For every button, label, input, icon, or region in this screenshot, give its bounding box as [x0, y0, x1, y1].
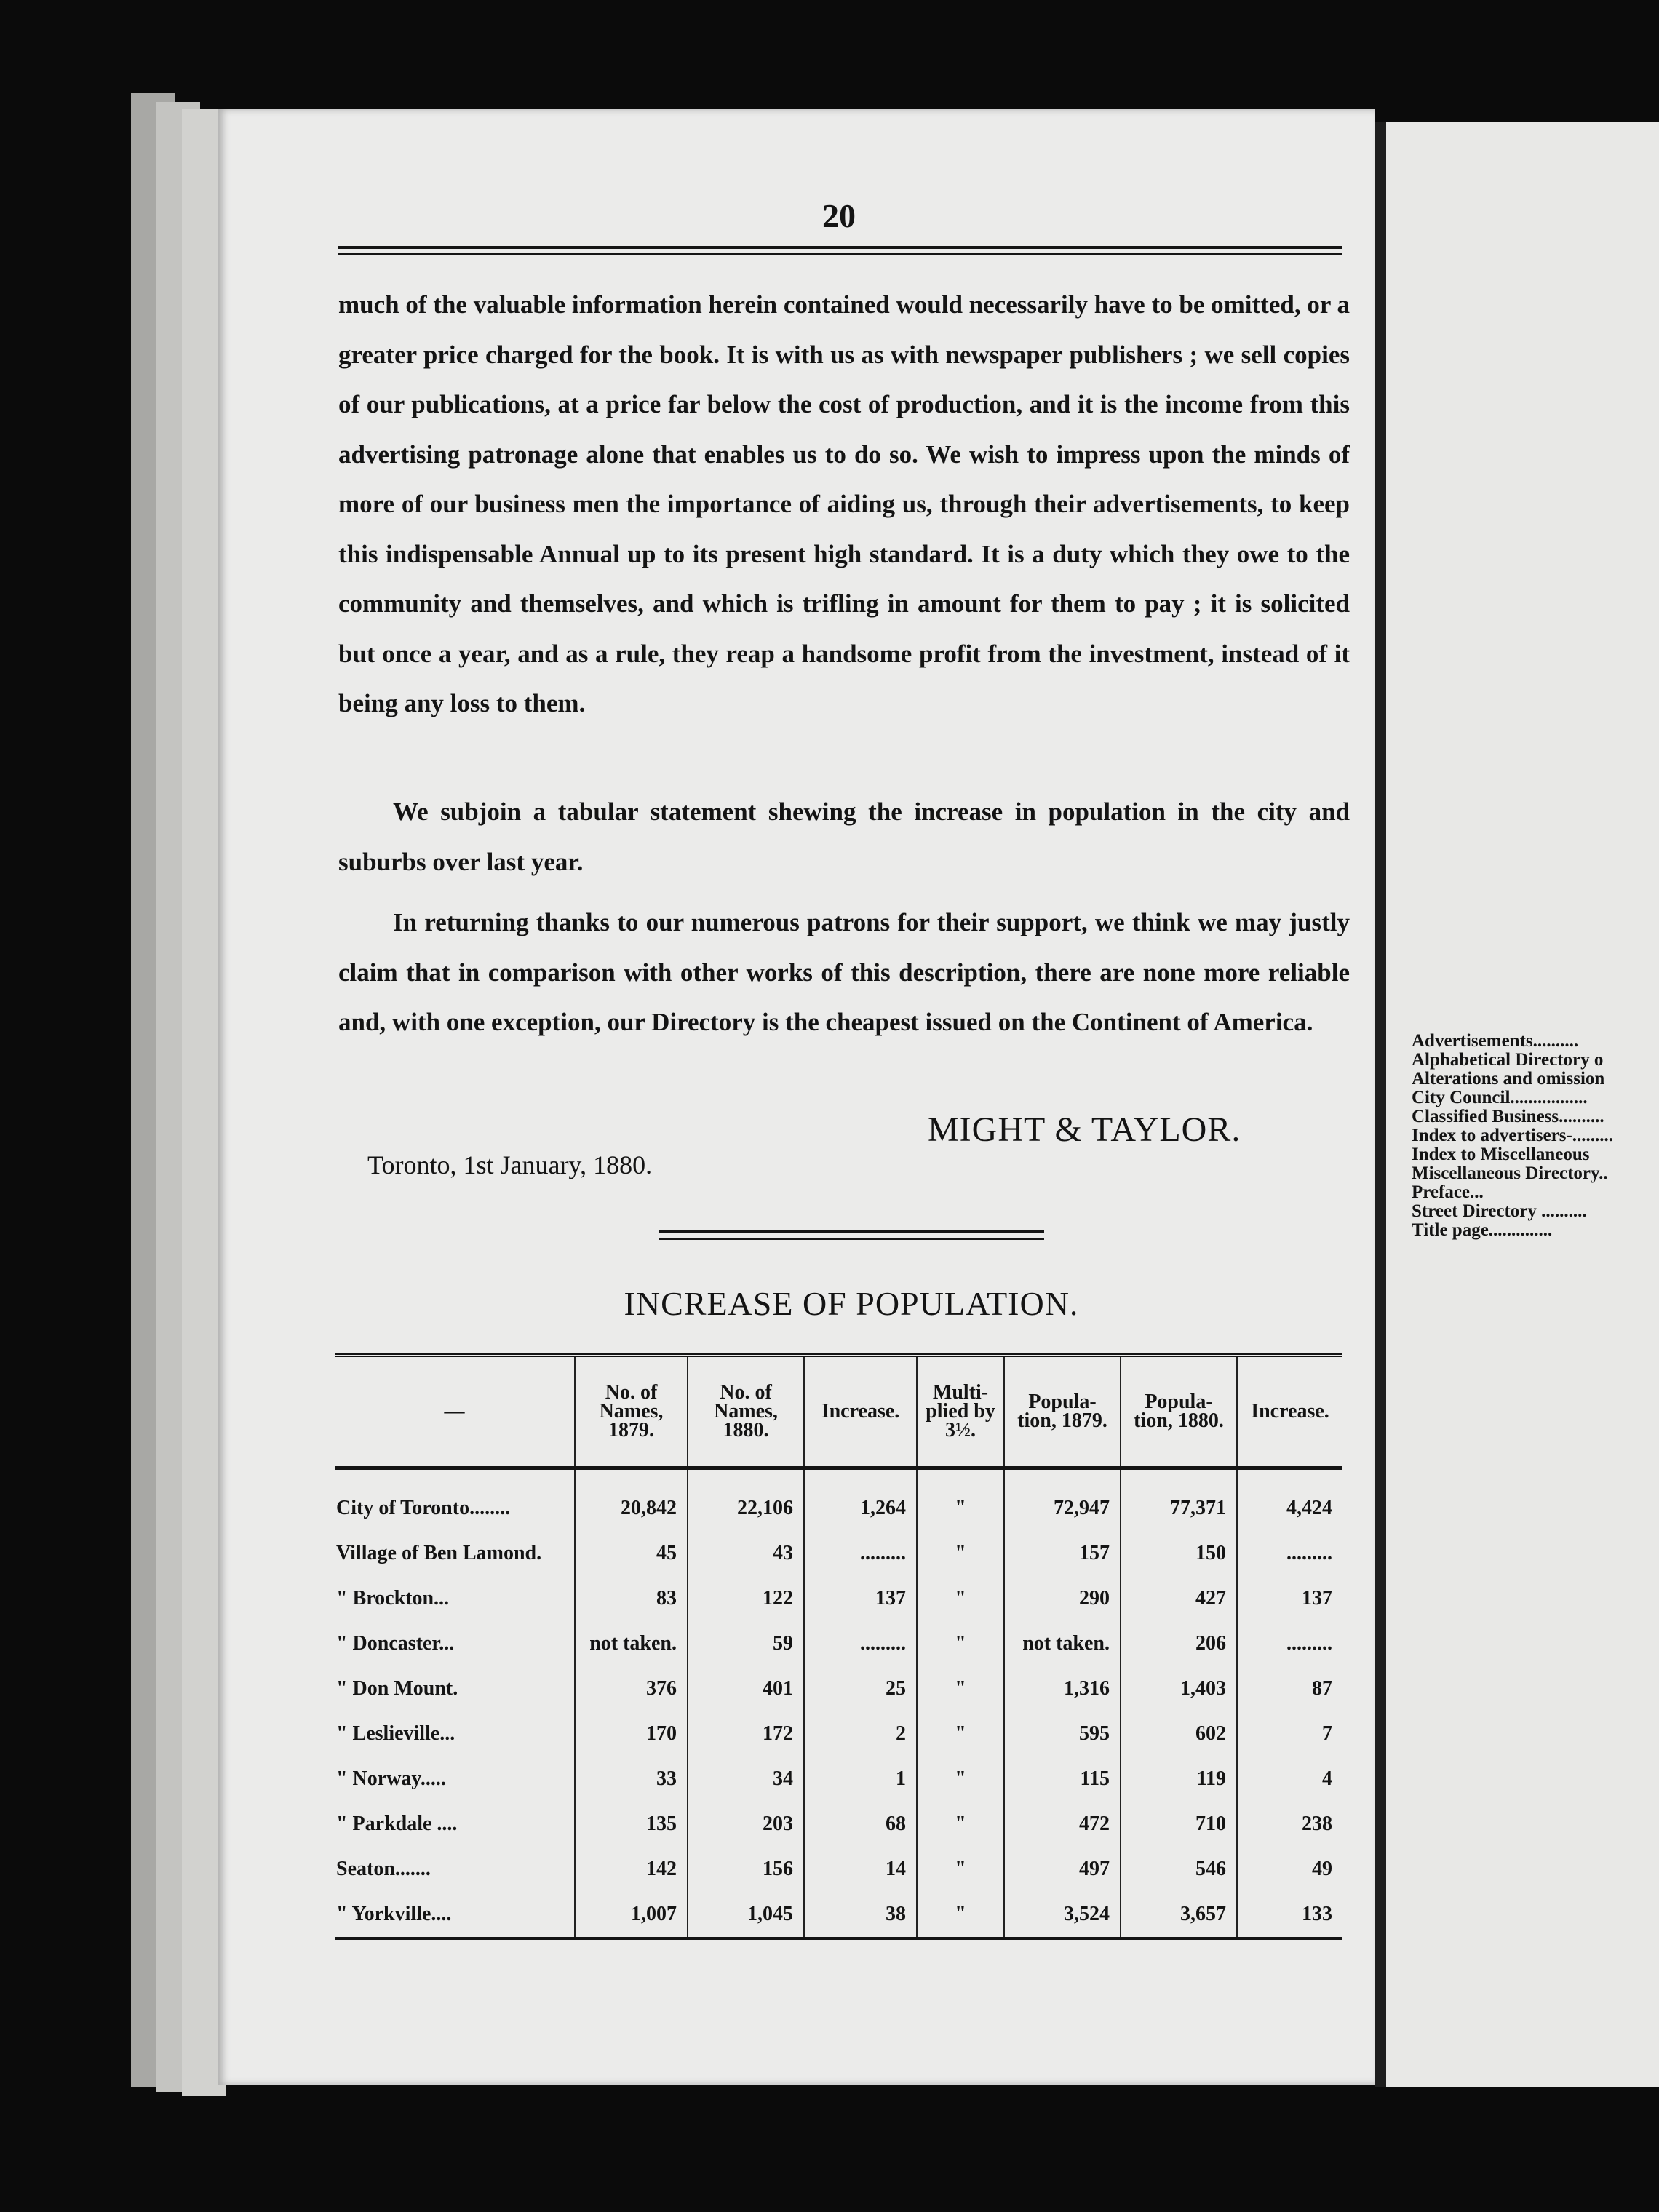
- table-cell: 49: [1237, 1847, 1342, 1892]
- table-cell: ": [917, 1576, 1004, 1621]
- table-cell: 1,316: [1004, 1666, 1121, 1711]
- table-cell: 290: [1004, 1576, 1121, 1621]
- col-header-place: —: [335, 1356, 575, 1468]
- table-cell: 238: [1237, 1802, 1342, 1847]
- table-row: [335, 1892, 1342, 1938]
- table-cell: 206: [1121, 1621, 1237, 1666]
- table-cell: .........: [1237, 1621, 1342, 1666]
- table-row: [335, 1847, 1342, 1892]
- table-header-row: [335, 1356, 1342, 1468]
- table-cell: 472: [1004, 1802, 1121, 1847]
- table-cell: 77,371: [1121, 1468, 1237, 1532]
- table-cell: 427: [1121, 1576, 1237, 1621]
- table-cell: 497: [1004, 1847, 1121, 1892]
- col-header-multiplied: Multi- plied by 3½.: [917, 1356, 1004, 1468]
- table-row: [335, 1468, 1342, 1532]
- table-cell: 156: [688, 1847, 804, 1892]
- table-cell: 1: [804, 1757, 917, 1802]
- table-cell: 22,106: [688, 1468, 804, 1532]
- col-header-names-1879: No. of Names, 1879.: [575, 1356, 688, 1468]
- header-rule-thin: [338, 253, 1342, 255]
- table-row: [335, 1576, 1342, 1621]
- population-table: [335, 1353, 1342, 1940]
- table-row: [335, 1802, 1342, 1847]
- page-number: 20: [822, 197, 856, 234]
- table-cell: 135: [575, 1802, 688, 1847]
- table-cell: ": [917, 1711, 1004, 1757]
- index-entry: Street Directory ..........: [1412, 1201, 1587, 1221]
- table-cell: 45: [575, 1531, 688, 1576]
- index-entry: Preface...: [1412, 1182, 1484, 1202]
- col-header-population-1879: Popula- tion, 1879.: [1004, 1356, 1121, 1468]
- table-cell: 401: [688, 1666, 804, 1711]
- table-row: [335, 1711, 1342, 1757]
- table-cell: 68: [804, 1802, 917, 1847]
- table-cell: 7: [1237, 1711, 1342, 1757]
- table-cell: ": [917, 1757, 1004, 1802]
- table-cell: 3,657: [1121, 1892, 1237, 1938]
- table-cell: 376: [575, 1666, 688, 1711]
- table-cell: 142: [575, 1847, 688, 1892]
- table-cell: ": [917, 1531, 1004, 1576]
- place-name-cell: " Norway.....: [336, 1767, 446, 1790]
- table-cell: 119: [1121, 1757, 1237, 1802]
- table-cell: 133: [1237, 1892, 1342, 1938]
- table-cell: 25: [804, 1666, 917, 1711]
- signature: MIGHT & TAYLOR.: [928, 1110, 1241, 1149]
- place-name-cell: City of Toronto........: [336, 1497, 511, 1519]
- place-name-cell: " Yorkville....: [335, 1892, 575, 1938]
- col-header-pop-increase: Increase.: [1237, 1356, 1342, 1468]
- separator-rule-thin: [659, 1238, 1044, 1240]
- table-cell: .........: [1237, 1531, 1342, 1576]
- table-cell: 43: [688, 1531, 804, 1576]
- table-cell: 72,947: [1004, 1468, 1121, 1532]
- dateline: Toronto, 1st January, 1880.: [367, 1150, 653, 1179]
- table-row: [335, 1531, 1342, 1576]
- table-cell: 137: [804, 1576, 917, 1621]
- index-entry: City Council.................: [1412, 1088, 1588, 1107]
- table-cell: 115: [1004, 1757, 1121, 1802]
- table-cell: .........: [804, 1531, 917, 1576]
- table-row: [335, 1666, 1342, 1711]
- paragraph-2: We subjoin a tabular statement shewing the increase in population in the city and suburbs over last year.: [338, 797, 1350, 876]
- table-cell: not taken.: [1004, 1621, 1121, 1666]
- table-cell: 2: [804, 1711, 917, 1757]
- table-cell: 34: [688, 1757, 804, 1802]
- col-header-names-1880: No. of Names, 1880.: [688, 1356, 804, 1468]
- index-entry: Title page..............: [1412, 1220, 1553, 1240]
- place-name-cell: " Don Mount.: [336, 1677, 458, 1700]
- paragraph-1: much of the valuable information herein contained would necessarily have to be omitted, or a greater price charged for the book. It is with us as with newspaper publishers ; we sell copies of our publications, at a price far below the cost of production, and it is the income from this advertising patronage alone that enables us to do so. We wish to impress upon the minds of more of our business men the importance of aiding us, through their advertisements, to keep this indispensable Annual up to its present high standard. It is a duty which they owe to the community and themselves, and which is trifling in amount for them to pay ; it is solicited but once a year, and as a rule, they reap a handsome profit from the investment, instead of it being any loss to them.: [338, 290, 1350, 717]
- facing-page-index: [1412, 1032, 1613, 1240]
- index-entry: Miscellaneous Directory..: [1412, 1163, 1608, 1183]
- table-cell: 157: [1004, 1531, 1121, 1576]
- table-cell: ": [917, 1802, 1004, 1847]
- separator-rule: [659, 1230, 1044, 1233]
- table-cell: ": [917, 1468, 1004, 1532]
- index-entry: Classified Business..........: [1412, 1107, 1604, 1126]
- place-name-cell: Village of Ben Lamond.: [336, 1542, 542, 1564]
- table-cell: ": [917, 1892, 1004, 1938]
- col-header-increase: Increase.: [804, 1356, 917, 1468]
- place-name-cell: Seaton.......: [336, 1858, 431, 1880]
- table-title: INCREASE OF POPULATION.: [624, 1285, 1079, 1322]
- table-cell: 38: [804, 1892, 917, 1938]
- table-cell: 4: [1237, 1757, 1342, 1802]
- header-rule: [338, 246, 1342, 249]
- table-cell: 595: [1004, 1711, 1121, 1757]
- table-cell: 1,045: [688, 1892, 804, 1938]
- place-name-cell: " Brockton...: [336, 1587, 450, 1610]
- index-entry: Advertisements..........: [1412, 1031, 1579, 1051]
- table-cell: 137: [1237, 1576, 1342, 1621]
- table-cell: 122: [688, 1576, 804, 1621]
- table-cell: 87: [1237, 1666, 1342, 1711]
- place-name-cell: " Doncaster...: [336, 1632, 455, 1655]
- index-entry: Alphabetical Directory o: [1412, 1050, 1604, 1070]
- table-cell: 14: [804, 1847, 917, 1892]
- table-cell: 33: [575, 1757, 688, 1802]
- table-cell: 1,264: [804, 1468, 917, 1532]
- table-cell: 172: [688, 1711, 804, 1757]
- paragraph-3: In returning thanks to our numerous patrons for their support, we think we may justly claim that in comparison with other works of this description, there are none more reliable and, with one exception, our Directory is the cheapest issued on the Continent of America.: [338, 908, 1350, 1036]
- place-name-cell: " Parkdale ....: [336, 1813, 458, 1835]
- table-cell: 1,007: [575, 1892, 688, 1938]
- table-cell: 3,524: [1004, 1892, 1121, 1938]
- table-cell: .........: [804, 1621, 917, 1666]
- table-cell: ": [917, 1666, 1004, 1711]
- table-cell: 83: [575, 1576, 688, 1621]
- index-entry: Alterations and omission: [1412, 1069, 1605, 1089]
- table-cell: not taken.: [575, 1621, 688, 1666]
- table-row: [335, 1621, 1342, 1666]
- col-header-population-1880: Popula- tion, 1880.: [1121, 1356, 1237, 1468]
- table-cell: 1,403: [1121, 1666, 1237, 1711]
- table-cell: 150: [1121, 1531, 1237, 1576]
- table-cell: 4,424: [1237, 1468, 1342, 1532]
- index-entry: Index to advertisers-.........: [1412, 1126, 1614, 1145]
- table-cell: 203: [688, 1802, 804, 1847]
- table-cell: 602: [1121, 1711, 1237, 1757]
- table-cell: ": [917, 1621, 1004, 1666]
- place-name-cell: " Leslieville...: [336, 1722, 455, 1745]
- table-cell: 59: [688, 1621, 804, 1666]
- index-entry: Index to Miscellaneous: [1412, 1145, 1590, 1164]
- table-cell: 20,842: [575, 1468, 688, 1532]
- table-row: [335, 1757, 1342, 1802]
- table-cell: 710: [1121, 1802, 1237, 1847]
- table-cell: ": [917, 1847, 1004, 1892]
- table-cell: 170: [575, 1711, 688, 1757]
- table-cell: 546: [1121, 1847, 1237, 1892]
